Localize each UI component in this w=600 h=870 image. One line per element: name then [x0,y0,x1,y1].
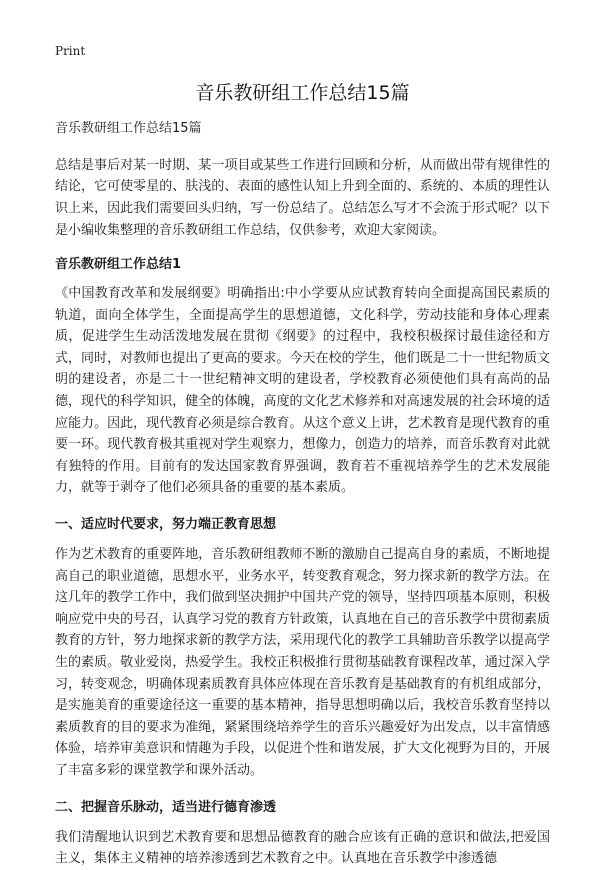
section-heading-education-thought: 一、适应时代要求，努力端正教育思想 [55,517,277,533]
print-link[interactable]: Print [55,44,86,58]
education-thought-paragraph: 作为艺术教育的重要阵地，音乐教研组教师不断的激励自己提高自身的素质，不断地提高自己的职业道德，思想水平，业务水平，转变教育观念，努力探求新的教学方法。在这几年的教学工作中，我们做到坚决拥护中国共产党的领导，坚持四项基本原则，积极响应党中央的号召，认真学习党的教育方针政策，认真地在自己的音乐教学中贯彻素质教育的方针，努力地探求新的教学方法，采用现代化的教学工具辅助音乐教学以提高学生的素质。敬业爱岗，热爱学生。我校正积极推行贯彻基础教育课程改革，通过深入学习，转变观念，明确体现素质教育具体应体现在音乐教育是基础教育的有机组成部分，是实施美育的重要途径这一重要的基本精神，指导思想明确以后，我校音乐教育坚持以素质教育的目的要求为准绳，紧紧围绕培养学生的音乐兴趣爱好为出发点，以丰富情感体验，培养审美意识和情趣为手段，以促进个性和谐发展，扩大文化视野为目的，开展了丰富多彩的课堂教学和课外活动。 [55,547,550,778]
document-subtitle: 音乐教研组工作总结15篇 [55,120,202,136]
summary-1-paragraph: 《中国教育改革和发展纲要》明确指出:中小学要从应试教育转向全面提高国民素质的轨道，面向全体学生，全面提高学生的思想道德，文化科学，劳动技能和身体心理素质，促进学生生动活泼地发展在贯彻《纲要》的过程中，我校积极探讨最佳途径和方式，同时，对教师也提出了更高的要求。今天在校的学生，他们既是二十一世纪物质文明的建设者，亦是二十一世纪精神文明的建设者，学校教育必须使他们具有高尚的品德，现代的科学知识，健全的体魄，高度的文化艺术修养和对高速发展的社会环境的适应能力。因此，现代教育必须是综合教育。从这个意义上讲，艺术教育是现代教育的重要一环。现代教育极其重视对学生观察力，想像力，创造力的培养，而音乐教育对此就有独特的作用。目前有的发达国家教育界强调，教育若不重视培养学生的艺术发展能力，就等于剥夺了他们必须具备的重要的基本素质。 [55,286,550,496]
intro-paragraph: 总结是事后对某一时期、某一项目或某些工作进行回顾和分析，从而做出带有规律性的结论，它可使零星的、肤浅的、表面的感性认知上升到全面的、系统的、本质的理性认识上来，因此我们需要回头归纳，写一份总结了。总结怎么写才不会流于形式呢？以下是小编收集整理的音乐教研组工作总结，仅供参考，欢迎大家阅读。 [55,157,550,238]
page-title: 音乐教研组工作总结15篇 [195,82,410,104]
section-heading-summary-1: 音乐教研组工作总结1 [55,257,182,273]
document-page [55,42,550,870]
moral-education-paragraph: 我们清醒地认识到艺术教育要和思想品德教育的融合应该有正确的意识和做法,把爱国主义，集体主义精神的培养渗透到艺术教育之中。认真地在音乐教学中渗透德 [55,829,550,867]
section-heading-moral-education: 二、把握音乐脉动，适当进行德育渗透 [55,799,277,815]
